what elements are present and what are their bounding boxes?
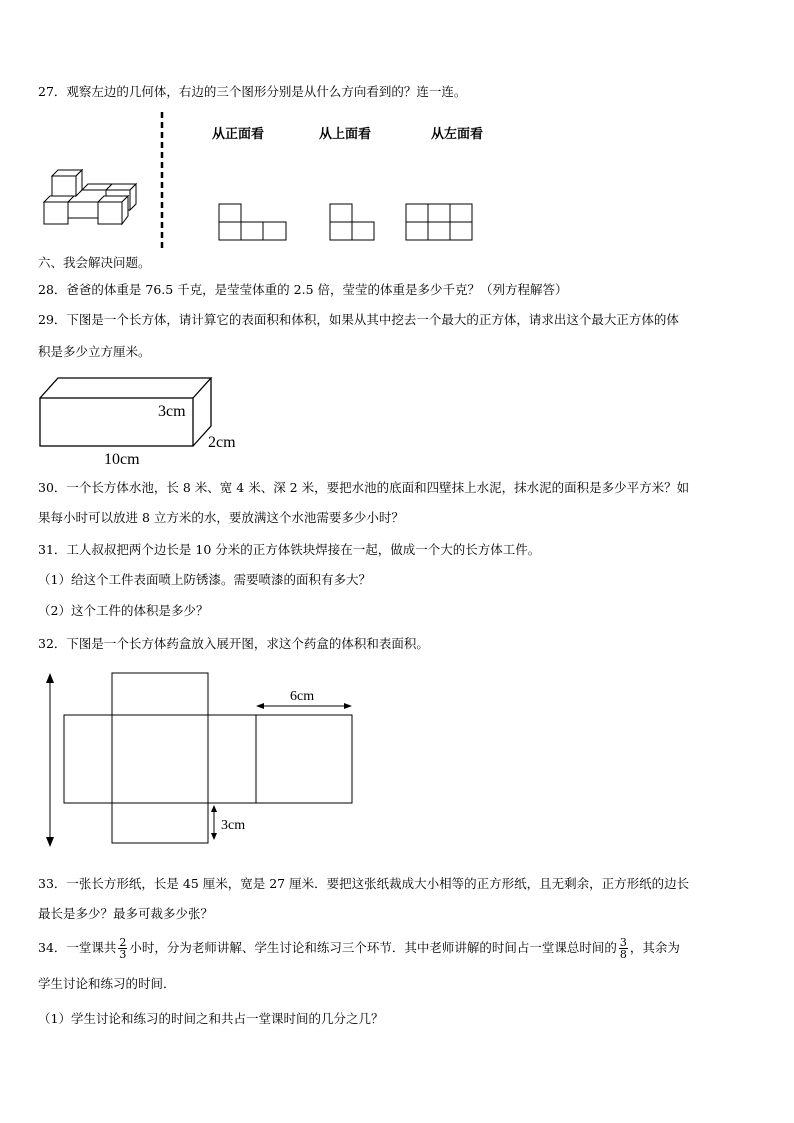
q32-label-top: 6cm (290, 689, 315, 704)
q30-text-line1: 30．一个长方体水池，长 8 米、宽 4 米、深 2 米，要把水池的底面和四壁抹上水泥，抹水泥的面积是多少平方米？如 (38, 480, 690, 495)
q29-text-line2: 积是多少立方厘米。 (38, 344, 151, 359)
q33-text-line2: 最长是多少？最多可裁多少张？ (38, 906, 214, 921)
q34-text-line2: 学生讨论和练习的时间． (38, 976, 176, 991)
view-label-left: 从左面看 (431, 126, 484, 141)
section-title: 六、我会解决问题。 (38, 255, 151, 270)
view-label-front: 从正面看 (212, 126, 265, 141)
q31-sub1: （1）给这个工件表面喷上防锈漆。需要喷漆的面积有多大？ (38, 572, 371, 587)
q29-label-height: 3cm (158, 403, 186, 420)
q33-text-line1: 33．一张长方形纸，长是 45 厘米，宽是 27 厘米．要把这张纸裁成大小相等的正方形纸，且无剩余，正方形纸的边长 (38, 876, 690, 891)
q28-text: 28．爸爸的体重是 76.5 千克，是莹莹体重的 2.5 倍，莹莹的体重是多少千克？（列方程解答） (38, 282, 568, 297)
q31-sub2: （2）这个工件的体积是多少？ (38, 603, 209, 618)
q34-part-c: ，其余为 (629, 940, 680, 955)
q34-text-line1 (38, 934, 680, 962)
q31-text: 31．工人叔叔把两个边长是 10 分米的正方体铁块焊接在一起，做成一个大的长方体工件。 (38, 542, 541, 557)
q34-part-b: 小时，分为老师讲解、学生讨论和练习三个环节．其中老师讲解的时间占一堂课总时间的 (129, 940, 617, 955)
q34-sub1: （1）学生讨论和练习的时间之和共占一堂课时间的几分之几？ (38, 1011, 384, 1026)
q29-text-line1: 29．下图是一个长方体，请计算它的表面积和体积，如果从其中挖去一个最大的正方体，请求出这个最大正方体的体 (38, 312, 679, 327)
view-label-top: 从上面看 (319, 126, 372, 141)
q27-text: 27．观察左边的几何体，右边的三个图形分别是从什么方向看到的？连一连。 (38, 84, 467, 99)
q29-label-length: 10cm (104, 451, 140, 468)
q32-text: 32．下图是一个长方体药盒放入展开图，求这个药盒的体积和表面积。 (38, 636, 429, 651)
q29-label-width: 2cm (208, 434, 236, 451)
q34-fraction-1: $\frac{2}{3}$ (119, 936, 127, 961)
q32-label-side: 3cm (221, 818, 246, 833)
q30-text-line2: 果每小时可以放进 8 立方米的水，要放满这个水池需要多少小时？ (38, 510, 404, 525)
q34-fraction-2: $\frac{3}{8}$ (619, 936, 627, 961)
q34-part-a: 34．一堂课共 (38, 940, 117, 955)
